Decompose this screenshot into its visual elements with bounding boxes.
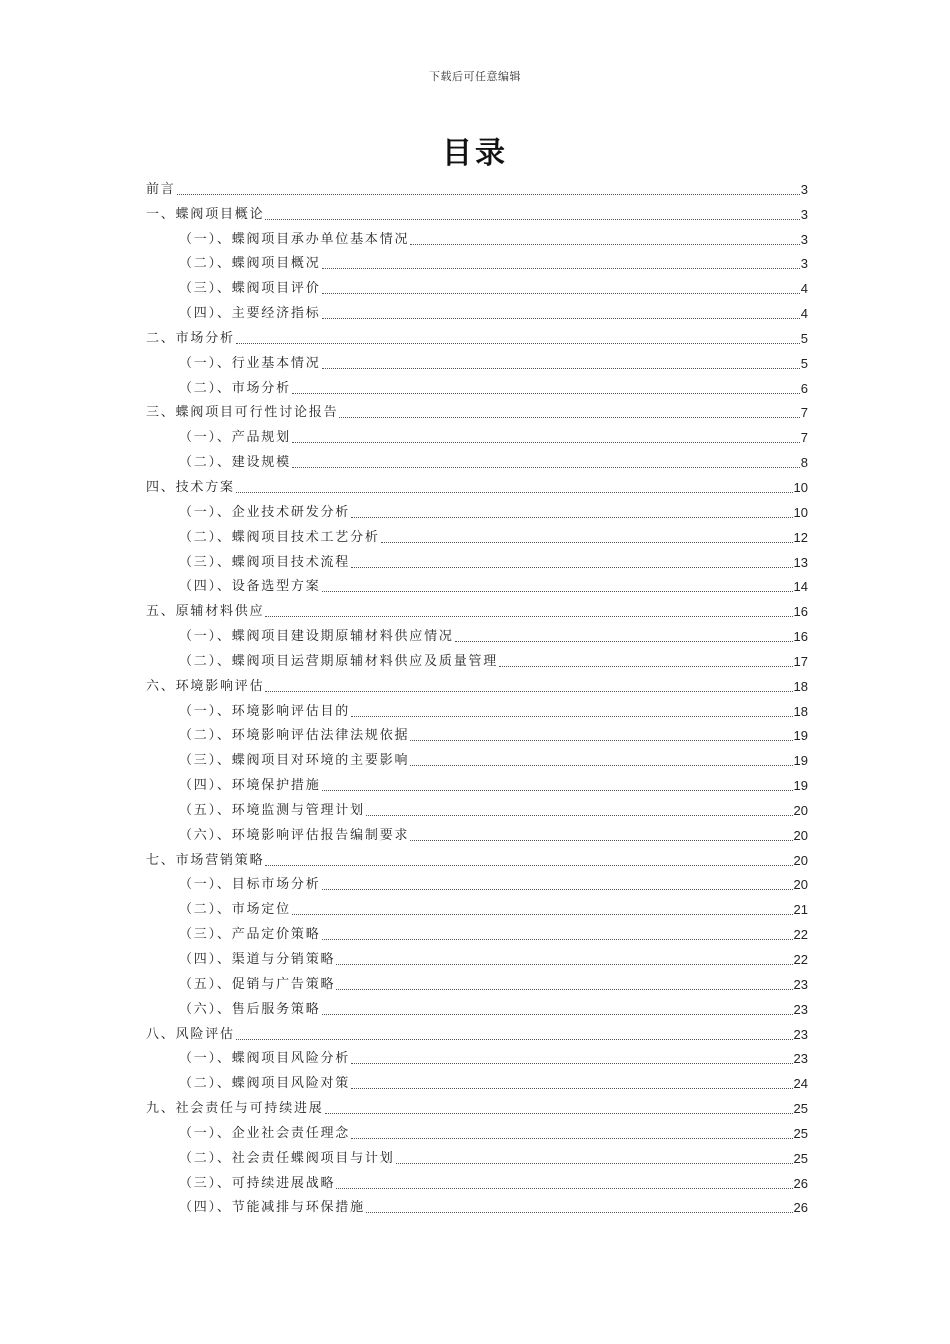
toc-entry-label: （四）、设备选型方案	[179, 579, 321, 595]
toc-entry-label: （一）、蝶阀项目建设期原辅材料供应情况	[179, 629, 454, 645]
toc-entry-label: （三）、可持续进展战略	[179, 1175, 336, 1191]
toc-entry[interactable]	[146, 696, 808, 721]
toc-entry-page-number: 20	[793, 802, 808, 818]
toc-entry[interactable]	[146, 398, 808, 423]
toc-leader-dots	[322, 317, 800, 319]
toc-leader-dots	[499, 665, 792, 667]
toc-leader-dots	[292, 441, 800, 443]
toc-entry[interactable]	[146, 795, 808, 820]
toc-entry-page-number: 26	[793, 1200, 808, 1216]
toc-leader-dots	[322, 938, 793, 940]
toc-entry-label: （一）、蝶阀项目承办单位基本情况	[179, 231, 410, 247]
toc-entry-page-number: 21	[793, 902, 808, 918]
toc-entry-label: （二）、市场定位	[179, 902, 291, 918]
toc-leader-dots	[236, 1038, 793, 1040]
toc-entry-label: （二）、蝶阀项目技术工艺分析	[179, 529, 380, 545]
toc-leader-dots	[351, 1087, 792, 1089]
toc-leader-dots	[351, 1137, 792, 1139]
toc-entry-label: （一）、产品规划	[179, 430, 291, 446]
toc-entry[interactable]	[146, 224, 808, 249]
toc-entry-page-number: 23	[793, 976, 808, 992]
toc-entry-label: 八、风险评估	[146, 1026, 235, 1042]
toc-entry-page-number: 3	[800, 181, 808, 197]
toc-leader-dots	[366, 1211, 793, 1213]
toc-entry-page-number: 10	[793, 479, 808, 495]
toc-leader-dots	[325, 1112, 793, 1114]
toc-entry-page-number: 22	[793, 952, 808, 967]
toc-entry[interactable]	[146, 671, 808, 696]
toc-leader-dots	[322, 1013, 793, 1015]
toc-entry[interactable]	[146, 1044, 808, 1069]
toc-entry-label: 二、市场分析	[146, 330, 235, 346]
toc-entry-label: 前言	[146, 181, 176, 197]
toc-entry-page-number: 19	[793, 778, 808, 794]
toc-entry-page-number: 20	[793, 852, 808, 868]
toc-entry[interactable]	[146, 1068, 808, 1093]
toc-entry-label: （三）、蝶阀项目对环境的主要影响	[179, 753, 410, 769]
toc-entry[interactable]	[146, 348, 808, 373]
toc-leader-dots	[339, 416, 799, 418]
toc-entry[interactable]	[146, 1093, 808, 1118]
toc-entry-label: 四、技术方案	[146, 479, 235, 495]
toc-entry[interactable]	[146, 646, 808, 671]
toc-entry-label: （二）、环境影响评估法律法规依据	[179, 728, 410, 744]
toc-entry-label: （四）、环境保护措施	[179, 778, 321, 794]
toc-entry-label: （四）、主要经济指标	[179, 306, 321, 322]
toc-entry[interactable]	[146, 894, 808, 919]
toc-entry-page-number: 18	[793, 703, 808, 719]
toc-entry-page-number: 3	[800, 206, 808, 222]
toc-entry-page-number: 25	[793, 1125, 808, 1141]
toc-entry-page-number: 26	[793, 1175, 808, 1191]
toc-entry-label: （五）、促销与广告策略	[179, 976, 336, 992]
toc-entry-page-number: 20	[793, 877, 808, 893]
toc-leader-dots	[236, 491, 793, 493]
toc-entry-label: （二）、蝶阀项目风险对策	[179, 1076, 351, 1092]
toc-entry-page-number: 16	[793, 629, 808, 645]
toc-entry-label: 九、社会责任与可持续进展	[146, 1101, 324, 1117]
toc-entry[interactable]	[146, 969, 808, 994]
toc-entry[interactable]	[146, 820, 808, 845]
toc-entry[interactable]	[146, 472, 808, 497]
toc-leader-dots	[455, 640, 793, 642]
toc-leader-dots	[381, 541, 793, 543]
toc-entry[interactable]	[146, 870, 808, 895]
toc-entry-label: （一）、蝶阀项目风险分析	[179, 1051, 351, 1067]
toc-leader-dots	[322, 888, 793, 890]
toc-entry-page-number: 5	[800, 355, 808, 371]
toc-entry[interactable]	[146, 497, 808, 522]
toc-leader-dots	[410, 839, 792, 841]
toc-leader-dots	[351, 516, 792, 518]
toc-entry[interactable]	[146, 373, 808, 398]
toc-entry-page-number: 23	[793, 1001, 808, 1017]
toc-entry-label: （二）、社会责任蝶阀项目与计划	[179, 1150, 395, 1166]
toc-leader-dots	[410, 739, 792, 741]
table-of-contents	[146, 174, 808, 1217]
toc-entry-page-number: 19	[793, 728, 808, 744]
toc-entry[interactable]	[146, 298, 808, 323]
toc-entry-page-number: 6	[800, 380, 808, 396]
toc-entry[interactable]	[146, 273, 808, 298]
toc-entry-page-number: 18	[793, 678, 808, 694]
toc-entry[interactable]	[146, 621, 808, 646]
toc-entry-page-number: 24	[793, 1076, 808, 1092]
toc-entry-label: （一）、企业技术研发分析	[179, 504, 351, 520]
toc-leader-dots	[336, 988, 792, 990]
toc-entry-page-number: 20	[793, 827, 808, 843]
toc-entry-page-number: 25	[793, 1150, 808, 1166]
toc-leader-dots	[322, 292, 800, 294]
toc-leader-dots	[351, 566, 792, 568]
toc-entry-label: （三）、产品定价策略	[179, 927, 321, 943]
toc-entry[interactable]	[146, 447, 808, 472]
toc-leader-dots	[292, 913, 793, 915]
toc-leader-dots	[322, 367, 800, 369]
toc-leader-dots	[410, 243, 799, 245]
toc-entry[interactable]	[146, 745, 808, 770]
toc-entry-label: 五、原辅材料供应	[146, 604, 265, 620]
toc-entry[interactable]	[146, 199, 808, 224]
toc-entry-page-number: 23	[793, 1051, 808, 1067]
toc-entry[interactable]	[146, 422, 808, 447]
toc-entry[interactable]	[146, 323, 808, 348]
toc-entry[interactable]	[146, 1168, 808, 1193]
toc-entry-label: （四）、节能减排与环保措施	[179, 1200, 365, 1216]
toc-entry-label: （六）、售后服务策略	[179, 1001, 321, 1017]
toc-leader-dots	[265, 864, 792, 866]
toc-entry-page-number: 23	[793, 1026, 808, 1042]
toc-entry[interactable]	[146, 944, 808, 969]
toc-entry-page-number: 3	[800, 256, 808, 272]
toc-entry-label: （六）、环境影响评估报告编制要求	[179, 827, 410, 843]
header-note: 下载后可任意编辑	[429, 70, 521, 83]
toc-entry[interactable]	[146, 174, 808, 199]
toc-entry-page-number: 5	[800, 330, 808, 346]
toc-entry-page-number: 17	[793, 653, 808, 669]
toc-entry-label: （三）、蝶阀项目技术流程	[179, 554, 351, 570]
toc-entry[interactable]	[146, 1193, 808, 1218]
toc-leader-dots	[351, 1062, 792, 1064]
toc-leader-dots	[265, 615, 792, 617]
toc-entry[interactable]	[146, 919, 808, 944]
toc-entry-page-number: 16	[793, 604, 808, 620]
toc-entry[interactable]	[146, 1019, 808, 1044]
toc-entry-page-number: 4	[800, 306, 808, 322]
toc-entry-label: （一）、环境影响评估目的	[179, 703, 351, 719]
toc-entry-page-number: 4	[800, 281, 808, 297]
toc-entry-label: （五）、环境监测与管理计划	[179, 802, 365, 818]
toc-entry-page-number: 7	[800, 405, 808, 421]
toc-entry-page-number: 10	[793, 504, 808, 520]
toc-entry-page-number: 3	[800, 231, 808, 247]
toc-entry[interactable]	[146, 721, 808, 746]
toc-entry-label: （一）、企业社会责任理念	[179, 1125, 351, 1141]
toc-entry-label: 三、蝶阀项目可行性讨论报告	[146, 405, 339, 421]
toc-entry-label: 一、蝶阀项目概论	[146, 206, 265, 222]
toc-entry[interactable]	[146, 845, 808, 870]
toc-leader-dots	[177, 193, 800, 195]
toc-entry[interactable]	[146, 572, 808, 597]
toc-entry[interactable]	[146, 596, 808, 621]
toc-entry-label: 七、市场营销策略	[146, 852, 265, 868]
toc-entry-page-number: 19	[793, 753, 808, 769]
toc-leader-dots	[410, 764, 792, 766]
toc-entry-page-number: 22	[793, 927, 808, 943]
toc-entry-page-number: 13	[793, 554, 808, 570]
toc-leader-dots	[322, 789, 793, 791]
toc-entry-page-number: 8	[800, 455, 808, 471]
toc-entry[interactable]	[146, 770, 808, 795]
toc-leader-dots	[322, 590, 793, 592]
toc-entry[interactable]	[146, 1118, 808, 1143]
toc-leader-dots	[336, 963, 792, 965]
toc-entry-page-number: 25	[793, 1101, 808, 1117]
toc-entry-label: （二）、蝶阀项目概况	[179, 256, 321, 272]
toc-entry[interactable]	[146, 994, 808, 1019]
toc-entry-label: 六、环境影响评估	[146, 678, 265, 694]
toc-title: 目录	[442, 136, 508, 171]
toc-entry-label: （四）、渠道与分销策略	[179, 952, 336, 967]
toc-entry-label: （三）、蝶阀项目评价	[179, 281, 321, 297]
toc-leader-dots	[351, 715, 792, 717]
toc-entry-page-number: 14	[793, 579, 808, 595]
toc-leader-dots	[292, 466, 800, 468]
toc-entry-page-number: 7	[800, 430, 808, 446]
toc-entry-label: （二）、市场分析	[179, 380, 291, 396]
toc-leader-dots	[322, 267, 800, 269]
toc-entry-label: （二）、建设规模	[179, 455, 291, 471]
toc-leader-dots	[366, 814, 793, 816]
toc-leader-dots	[265, 690, 792, 692]
toc-entry[interactable]	[146, 522, 808, 547]
toc-entry-label: （一）、行业基本情况	[179, 355, 321, 371]
toc-entry[interactable]	[146, 249, 808, 274]
toc-entry-page-number: 12	[793, 529, 808, 545]
toc-leader-dots	[336, 1187, 792, 1189]
toc-entry[interactable]	[146, 1143, 808, 1168]
toc-leader-dots	[396, 1162, 793, 1164]
toc-leader-dots	[236, 342, 800, 344]
toc-leader-dots	[265, 218, 799, 220]
toc-entry-label: （一）、目标市场分析	[179, 877, 321, 893]
toc-entry[interactable]	[146, 547, 808, 572]
toc-entry-label: （二）、蝶阀项目运营期原辅材料供应及质量管理	[179, 653, 499, 669]
toc-leader-dots	[292, 392, 800, 394]
